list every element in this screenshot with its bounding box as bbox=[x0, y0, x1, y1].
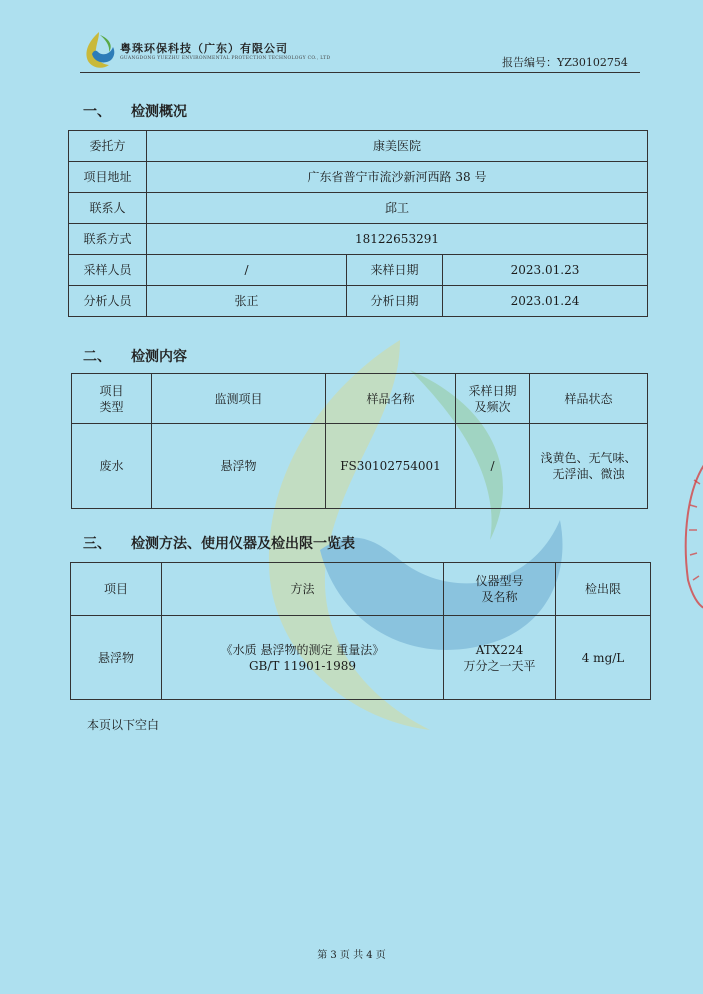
sampler-label: 采样人员 bbox=[69, 255, 147, 286]
header-cell: 监测项目 bbox=[152, 374, 326, 424]
section-2-number: 二、 bbox=[83, 349, 111, 365]
table-row bbox=[69, 162, 648, 193]
section-1-title bbox=[83, 101, 187, 121]
table-row bbox=[69, 193, 648, 224]
table-cell: ATX224 万分之一天平 bbox=[444, 616, 556, 700]
header-cell: 检出限 bbox=[556, 563, 651, 616]
company-name-en: GUANGDONG YUEZHU ENVIRONMENTAL PROTECTION TECHNOLOGY CO., LTD bbox=[120, 56, 331, 61]
table-row bbox=[71, 616, 651, 700]
section-2-title bbox=[83, 346, 187, 366]
section-3-number: 三、 bbox=[83, 536, 111, 552]
receive-date-label: 来样日期 bbox=[347, 255, 443, 286]
section-3-text: 检测方法、使用仪器及检出限一览表 bbox=[131, 536, 355, 552]
phone-label: 联系方式 bbox=[69, 224, 147, 255]
method-table bbox=[70, 562, 651, 700]
client-label: 委托方 bbox=[69, 131, 147, 162]
header-cell: 仪器型号 及名称 bbox=[444, 563, 556, 616]
table-row bbox=[72, 424, 648, 509]
analysis-date-value: 2023.01.24 bbox=[443, 286, 648, 317]
company-logo-icon bbox=[82, 30, 116, 70]
header-cell: 样品名称 bbox=[326, 374, 456, 424]
blank-note: 本页以下空白 bbox=[87, 718, 160, 732]
address-value: 广东省普宁市流沙新河西路 38 号 bbox=[147, 162, 648, 193]
report-number: 报告编号：YZ30102754 bbox=[502, 56, 628, 69]
phone-value: 18122653291 bbox=[147, 224, 648, 255]
table-header-row bbox=[72, 374, 648, 424]
table-cell: 《水质 悬浮物的测定 重量法》 GB/T 11901-1989 bbox=[162, 616, 444, 700]
table-row bbox=[69, 131, 648, 162]
sampler-value: / bbox=[147, 255, 347, 286]
table-cell: 悬浮物 bbox=[71, 616, 162, 700]
receive-date-value: 2023.01.23 bbox=[443, 255, 648, 286]
section-1-number: 一、 bbox=[83, 104, 111, 120]
table-header-row bbox=[71, 563, 651, 616]
overview-table bbox=[68, 130, 648, 317]
client-value: 康美医院 bbox=[147, 131, 648, 162]
table-cell: 4 mg/L bbox=[556, 616, 651, 700]
header-divider bbox=[80, 72, 640, 73]
table-cell: / bbox=[456, 424, 530, 509]
seal-stamp-edge bbox=[680, 460, 703, 610]
contact-label: 联系人 bbox=[69, 193, 147, 224]
header-cell: 项目 bbox=[71, 563, 162, 616]
table-cell: 悬浮物 bbox=[152, 424, 326, 509]
analyst-value: 张正 bbox=[147, 286, 347, 317]
header-cell: 采样日期 及频次 bbox=[456, 374, 530, 424]
page-footer: 第 3 页 共 4 页 bbox=[317, 950, 386, 961]
section-1-text: 检测概况 bbox=[131, 104, 187, 120]
address-label: 项目地址 bbox=[69, 162, 147, 193]
table-cell: 废水 bbox=[72, 424, 152, 509]
table-cell: 浅黄色、无气味、 无浮油、微浊 bbox=[530, 424, 648, 509]
section-2-text: 检测内容 bbox=[131, 349, 187, 365]
content-table bbox=[71, 373, 648, 509]
table-cell: FS30102754001 bbox=[326, 424, 456, 509]
header-cell: 方法 bbox=[162, 563, 444, 616]
analysis-date-label: 分析日期 bbox=[347, 286, 443, 317]
header-cell: 样品状态 bbox=[530, 374, 648, 424]
section-3-title bbox=[83, 533, 355, 553]
header-cell: 项目 类型 bbox=[72, 374, 152, 424]
table-row bbox=[69, 286, 648, 317]
contact-value: 邱工 bbox=[147, 193, 648, 224]
table-row bbox=[69, 224, 648, 255]
table-row bbox=[69, 255, 648, 286]
analyst-label: 分析人员 bbox=[69, 286, 147, 317]
company-name-cn: 粤珠环保科技（广东）有限公司 bbox=[120, 42, 288, 55]
